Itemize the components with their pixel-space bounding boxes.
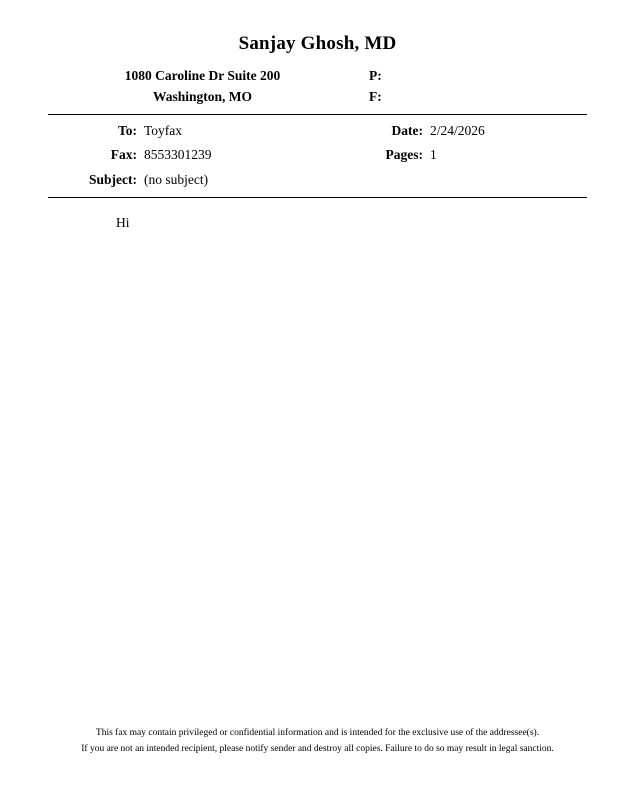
metadata-divider: [48, 197, 587, 198]
date-label: Date:: [391, 122, 423, 138]
fax-label: Fax:: [110, 147, 137, 163]
pages-label: Pages:: [385, 147, 423, 163]
sender-address-line2: Washington, MO: [152, 88, 253, 104]
sender-address-row-2: [48, 87, 587, 108]
table-row: [48, 148, 587, 162]
footer-disclaimer: [0, 725, 635, 758]
sender-fax: [363, 87, 587, 108]
sender-fax-label: F:: [369, 88, 382, 104]
sender-address-row-1: [48, 66, 587, 87]
header-divider: [48, 114, 587, 115]
date-value: 2/24/2026: [430, 122, 485, 138]
message-body: Hi: [116, 215, 130, 231]
sender-address-block: [0, 66, 635, 108]
subject-label: Subject:: [89, 171, 137, 187]
subject-value: (no subject): [144, 171, 209, 187]
footer-line-2: If you are not an intended recipient, please notify sender and destroy all copies. Failure to do so may result in legal sanction.: [81, 744, 554, 755]
to-value: Toyfax: [144, 122, 183, 138]
fax-metadata-block: [0, 124, 635, 187]
table-row: [48, 124, 587, 138]
fax-value: 8553301239: [144, 147, 212, 163]
sender-address-line1: 1080 Caroline Dr Suite 200: [124, 68, 281, 83]
to-label: To:: [117, 122, 137, 138]
sender-phone: [363, 66, 587, 87]
table-row: [48, 173, 587, 187]
footer-line-1: This fax may contain privileged or confidential information and is intended for the exclusive use of the addressee(s).: [95, 727, 540, 738]
page-title: Sanjay Ghosh, MD: [238, 33, 397, 54]
pages-value: 1: [430, 147, 437, 163]
sender-phone-label: P:: [369, 68, 382, 83]
